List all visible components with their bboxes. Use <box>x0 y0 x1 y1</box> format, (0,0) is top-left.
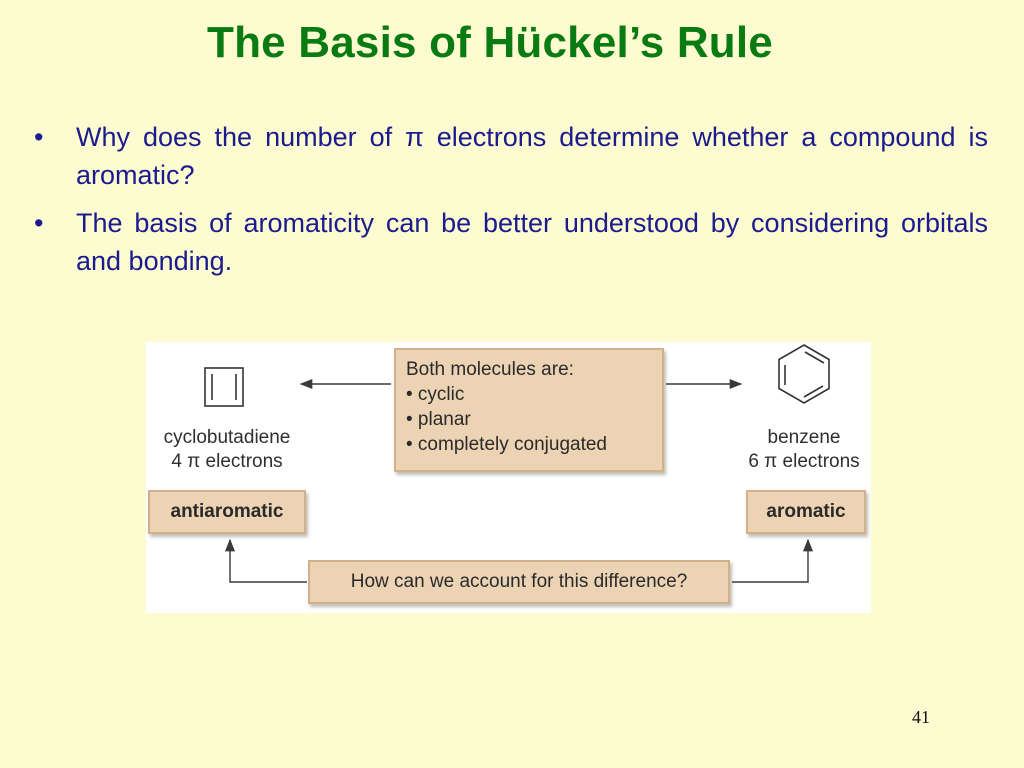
shared-property-item: • planar <box>406 409 471 430</box>
bullet-list <box>34 118 988 290</box>
bullet-text: The basis of aromaticity can be better understood by considering orbitals and bonding. <box>76 208 988 276</box>
benzene-structure <box>779 345 829 403</box>
cyclobutadiene-name: cyclobutadiene <box>163 427 291 448</box>
shared-property-item: • cyclic <box>406 384 465 405</box>
page-number: 41 <box>912 707 930 727</box>
bullet-item <box>34 118 988 194</box>
shared-property-item: • completely conjugated <box>406 434 607 455</box>
question-text: How can we account for this difference? <box>350 571 688 592</box>
arrow-to-aromatic <box>732 540 808 582</box>
shared-properties-box <box>394 348 664 472</box>
cyclobutadiene-electrons: 4 π electrons <box>171 451 283 472</box>
bullet-item <box>34 204 988 280</box>
shared-properties-heading: Both molecules are: <box>406 359 574 380</box>
aromatic-label: aromatic <box>766 501 846 522</box>
benzene-name: benzene <box>767 427 841 448</box>
question-box <box>308 560 730 604</box>
antiaromatic-box <box>148 490 306 534</box>
benzene-label <box>734 426 874 474</box>
slide-title: The Basis of Hückel’s Rule <box>207 18 773 67</box>
bullet-marker: • <box>34 208 44 238</box>
aromatic-box <box>746 490 866 534</box>
antiaromatic-label: antiaromatic <box>170 501 284 522</box>
bullet-text: Why does the number of π electrons determine whether a compound is aromatic? <box>76 122 988 190</box>
aromaticity-figure <box>146 342 871 613</box>
cyclobutadiene-label <box>146 426 308 474</box>
bullet-marker: • <box>34 122 44 152</box>
benzene-electrons: 6 π electrons <box>748 451 860 472</box>
cyclobutadiene-structure <box>205 368 243 406</box>
arrow-to-antiaromatic <box>230 540 307 582</box>
